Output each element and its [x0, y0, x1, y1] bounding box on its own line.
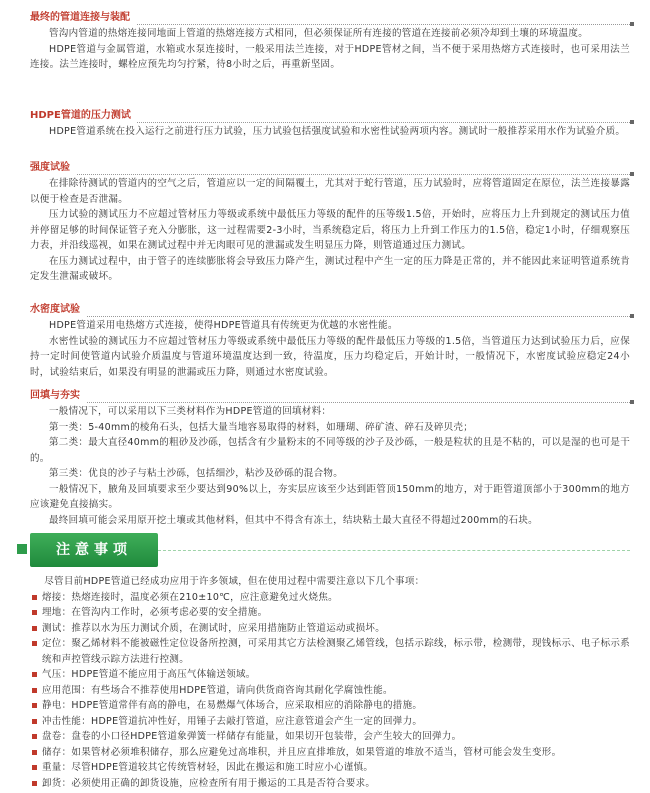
list-item: [30, 776, 630, 792]
bullet-square-icon: [32, 781, 37, 786]
paragraph: 一般情况下，腋角及回填要求至少要达到90%以上，夯实层应该至少达到距管顶150mm的地方，对于距管道顶部小于300mm的地方应该避免直接搞实。: [30, 483, 630, 510]
section-title: 强度试验: [30, 160, 76, 176]
paragraph: 水密性试验的测试压力不应超过管材压力等级或系统中最低压力等级的配件最低压力等级的1.5倍，当管道压力达到试验压力后，应保持一定时间使管道内试验介质温度与管道环境温度达到一致，待温度，压力均稳定后，开始计时，一般情况下，水密度试验应稳定24小时，试验结束后，如果没有明显的泄漏或压力降，则通过水密度试验。: [30, 335, 630, 378]
paragraph: 在压力测试过程中，由于管子的连续膨胀将会导致压力降产生，测试过程中产生一定的压力降是正常的，并不能因此来证明管道系统肯定发生泄漏或破坏。: [30, 255, 630, 282]
section-header: [30, 302, 630, 318]
section-title: HDPE管道的压力测试: [30, 108, 137, 124]
bullet-square-icon: [32, 750, 37, 755]
note-text: 重量：尽管HDPE管道较其它传统管材轻，因此在搬运和施工时应小心谨慎。: [42, 762, 374, 773]
section-divider: [30, 174, 630, 176]
paragraph: 管沟内管道的热熔连接同地面上管道的热熔连接方式相同，但必须保证所有连接的管道在连接前必须冷却到土壤的环境温度。: [49, 28, 589, 39]
bullet-square-icon: [32, 610, 37, 615]
banner-title: 注意事项: [56, 542, 132, 558]
note-text: 应用范围：有些场合不推荐使用HDPE管道，请向供货商咨询其耐化学腐蚀性能。: [42, 684, 393, 696]
notes-banner: [0, 533, 650, 569]
bullet-square-icon: [32, 595, 37, 600]
paragraph: 第一类：5-40mm的棱角石头，包括大量当地容易取得的材料，如珊瑚、碎矿渣、碎石及碎贝壳；: [49, 421, 474, 433]
section-title: 最终的管道连接与装配: [30, 10, 136, 26]
bullet-square-icon: [32, 688, 37, 693]
bullet-square-icon: [32, 703, 37, 708]
list-item: [30, 760, 630, 776]
note-text: 冲击性能：HDPE管道抗冲性好，用锤子去敲打管道，应注意管道会产生一定的回弹力。: [42, 715, 423, 727]
section-divider: [30, 316, 630, 318]
banner-square-icon: [17, 544, 27, 554]
bullet-square-icon: [32, 672, 37, 677]
bullet-square-icon: [32, 734, 37, 739]
section-final-connection: [30, 10, 630, 73]
paragraph: 第二类：最大直径40mm的粗砂及沙砾，包括含有少量粉末的不同等级的沙子及沙砾，一般是粒状的且是不粘的，可以是湿的也可是干的。: [30, 437, 630, 464]
bullet-square-icon: [32, 626, 37, 631]
paragraph: HDPE管道与金属管道，水箱或水泵连接时，一般采用法兰连接，对于HDPE管材之间，当不便于采用热熔方式连接时，也可采用法兰连接。法兰连接时，螺栓应预先均匀拧紧，待8小时之后，再重新坚固。: [30, 43, 630, 70]
paragraph: HDPE管道系统在投入运行之前进行压力试验，压力试验包括强度试验和水密性试验两项内容。测试时一般推荐采用水作为试验介质。: [49, 126, 626, 137]
list-item: [30, 683, 630, 699]
note-text: 埋地：在管沟内工作时，必须考虑必要的安全措施。: [42, 607, 268, 618]
note-text: 盘卷：盘卷的小口径HDPE管道象弹簧一样储存有能量，如果切开包装带，会产生较大的回弹力。: [42, 731, 462, 742]
note-text: 静电：HDPE管道常伴有高的静电，在易燃爆气体场合，应采取相应的消除静电的措施。: [42, 700, 423, 711]
notes-list: [30, 574, 630, 791]
bullet-square-icon: [32, 765, 37, 770]
section-backfill: [30, 388, 630, 528]
list-item: [30, 590, 630, 606]
paragraph: 在排除待测试的管道内的空气之后，管道应以一定的间隔覆土，尤其对于蛇行管道，压力试验时，应将管道固定在原位，法兰连接暴露以便于检查是否泄漏。: [30, 178, 630, 205]
list-item: [30, 621, 630, 637]
paragraph: HDPE管道采用电热熔方式连接，使得HDPE管道具有传统更为优越的水密性能。: [49, 320, 398, 331]
section-divider: [30, 402, 630, 404]
bullet-square-icon: [32, 719, 37, 724]
list-item: [30, 667, 630, 683]
list-item: [30, 729, 630, 745]
section-title: 水密度试验: [30, 302, 86, 318]
bullet-square-icon: [32, 641, 37, 646]
section-strength-test: [30, 160, 630, 285]
paragraph: 第三类：优良的沙子与粘土沙砾，包括细沙，粘沙及砂砾的混合物。: [49, 468, 344, 479]
list-item: [30, 636, 630, 667]
section-pressure-test: [30, 108, 630, 140]
paragraph: 压力试验的测试压力不应超过管材压力等级或系统中最低压力等级的配件的压等级1.5倍，开始时，应将压力上升到规定的测试压力值并停留足够的时间保证管子充入分膨胀，这一过程需要2-3小时，当系统稳定后，将压力上升到工作压力的1.5倍，稳定1小时，仔细观察压力表，并沿线巡视，如果在测试过程中并无肉眼可见的泄漏或发生明显压力降，则管道通过压力测试。: [30, 209, 630, 251]
note-text: 定位：聚乙烯材料不能被磁性定位设备所控测，可采用其它方法检测聚乙烯管线，包括示踪线，标示带，检测带，现钱标示、电子标示系统和声控管线示踪方法进行控测。: [42, 638, 631, 665]
section-title: 回填与夯实: [30, 388, 86, 404]
list-item: [30, 698, 630, 714]
note-text: 卸货：必须使用正确的卸货设施，应检查所有用于搬运的工具是否符合要求。: [42, 777, 376, 789]
section-header: [30, 388, 630, 404]
list-item: [30, 714, 630, 730]
section-header: [30, 108, 630, 124]
section-watertight-test: [30, 302, 630, 380]
note-text: 气压：HDPE管道不能应用于高压气体输送领域。: [42, 669, 256, 680]
paragraph: 一般情况下，可以采用以下三类材料作为HDPE管道的回填材料：: [49, 406, 332, 417]
section-header: [30, 10, 630, 26]
paragraph: 最终回填可能会采用原开挖土壤或其他材料，但其中不得含有冻土，结块粘土最大直径不得超过200mm的石块。: [49, 514, 538, 526]
section-header: [30, 160, 630, 176]
banner-divider: [158, 550, 630, 551]
list-item: [30, 745, 630, 761]
list-item: [30, 605, 630, 621]
notes-intro: 尽管目前HDPE管道已经成功应用于许多领域，但在使用过程中需要注意以下几个事项：: [44, 576, 425, 587]
note-text: 储存：如果管材必须堆积储存，那么应避免过高堆积，并且应直排堆放，如果管道的堆放不适当，管材可能会发生变形。: [42, 746, 562, 758]
note-text: 测试：推荐以水为压力测试介质，在测试时，应采用措施防止管道运动或损坏。: [42, 622, 386, 634]
note-text: 熔接：热熔连接时，温度必须在210±10℃，应注意避免过火烧焦。: [42, 591, 338, 603]
